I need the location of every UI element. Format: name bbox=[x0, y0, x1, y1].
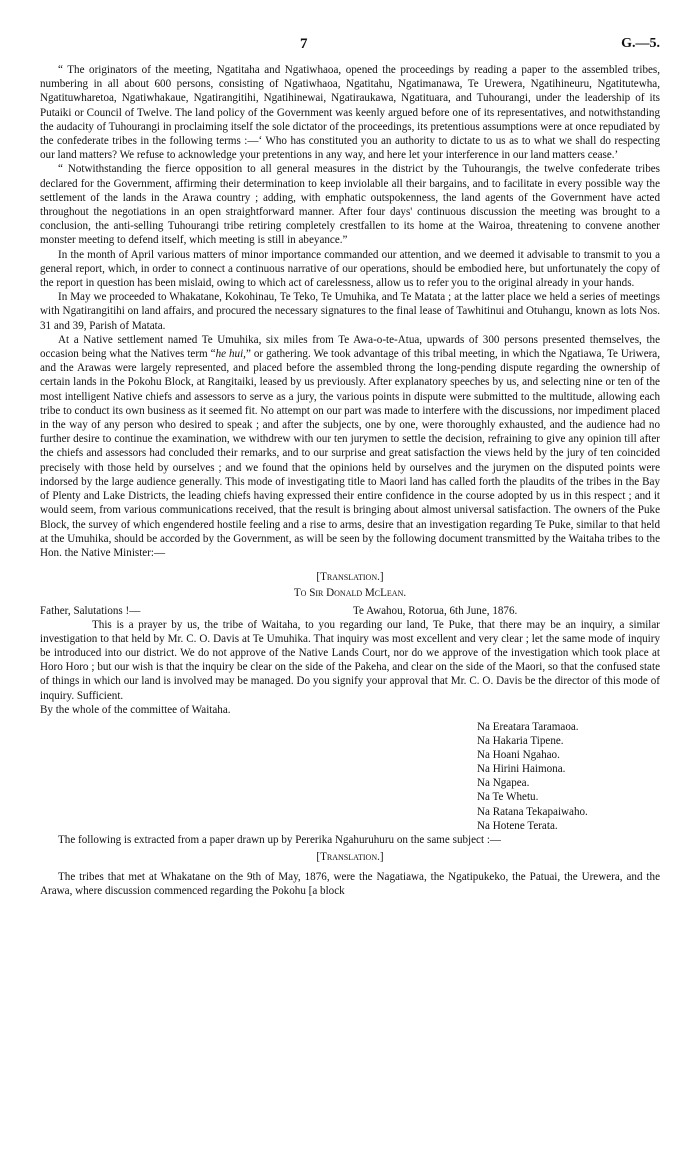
letter-place-date: Te Awahou, Rotorua, 6th June, 1876. bbox=[353, 604, 518, 617]
paragraph-umuhika bbox=[40, 333, 660, 560]
signatory: Na Ereatara Taramaoa. bbox=[477, 720, 579, 733]
extract-intro: The following is extracted from a paper drawn up by Pererika Ngahuruhuru on the same subject :— bbox=[58, 833, 501, 846]
letter-body: This is a prayer by us, the tribe of Waitaha, to you regarding our land, Te Puke, that there may be an inquiry, a similar investigation to that held by Mr. C. O. Davis at Te Umuhika. That inquiry was most excellent and very clear ; let the same mode of inquiry be introduced into our district. We do not approve of the Native Lands Court, nor do we approve of the investigation which took place at Horo Horo ; but our wish is that the inquiry be clear on the side of the Pakeha, and clear on the side of the Maori, so that the confused state of things in which our land is involved may be managed. Do you signify your approval that Mr. C. O. Davis be the director of this mode of inquiry. Sufficient. bbox=[40, 618, 660, 702]
paragraph-whakatane-tribes: The tribes that met at Whakatane on the 9th of May, 1876, were the Nagatiawa, the Ngatipukeko, the Patuai, the Urewera, and the Arawa, where discussion commenced regarding the Pokohu [a block bbox=[40, 871, 660, 898]
signatory: Na Ngapea. bbox=[477, 777, 530, 790]
document-body bbox=[40, 63, 660, 899]
signatory: Na Hirini Haimona. bbox=[477, 763, 566, 776]
document-reference: G.—5. bbox=[621, 36, 660, 51]
paragraph-originators: “ The originators of the meeting, Ngatitaha and Ngatiwhaoa, opened the proceedings by reading a paper to the assembled tribes, numbering in all about 600 persons, consisting of Ngatiwhaoa, Ngatitahu, Ngatimanawa, Te Urewera, Ngatihineuru, Ngatitutewha, Ngatituwharetoa, Ngatiwhakaue, Ngatirangitihi, Ngatihinewai, Ngatiraukawa, Ngatituara, and Tuhourangi, under the leadership of its Putaiki or Council of Twelve. The land policy of the Government was keenly argued before one of its representatives, and notwithstanding the audacity of Tuhourangi in proclaiming itself the sole dictator of the proceedings, its pretentious assumptions were at once repudiated by the confederate tribes in the following terms :—‘ Who has constituted you an authority to dictate to us as to what we shall do respecting our land matters? We refuse to acknowledge your pretentions in any way, and here let your interference in our land matters cease.’ bbox=[40, 64, 660, 162]
paragraph-april-report: In the month of April various matters of minor importance commanded our attention, and we deemed it advisable to transmit to you a general report, which, in order to connect a continuous narrative of our operations, should be embodied here, but unfortunately the copy of the report in question has been mislaid, owing to which act of carelessness, allow us to refer you to the original already in your hands. bbox=[40, 248, 660, 290]
committee-line: By the whole of the committee of Waitaha. bbox=[40, 703, 231, 716]
signatory-list bbox=[477, 720, 660, 833]
paragraph-may-meetings: In May we proceeded to Whakatane, Kokohinau, Te Teko, Te Umuhika, and Te Matata ; at the latter place we held a series of meetings with Ngatirangitihi on land affairs, and procured the necessary signatures to the final lease of Tawhitinui and Otuhangu, known as lots Nos. 31 and 39, Parish of Matata. bbox=[40, 291, 660, 332]
letter-addressee: To Sir Donald McLean. bbox=[293, 587, 407, 600]
salutation: Father, Salutations !— bbox=[40, 604, 141, 617]
page-number: 7 bbox=[300, 36, 308, 52]
signatory: Na Hakaria Tipene. bbox=[477, 735, 564, 748]
signatory: Na Hotene Terata. bbox=[477, 819, 558, 832]
signatory: Na Ratana Tekapaiwaho. bbox=[477, 805, 588, 818]
umuhika-text-end: ” or gathering. We took advantage of this tribal meeting, in which the Ngatiawa, Te Uriwera, and the Arawas were largely represented, and placed before the assembled throng the long-pending dispute regarding the ownership of certain lands in the Pokohu Block, at Rangitaiki, leased by us previously. After explanatory speeches by us, and selecting nine or ten of the most intelligent Native chiefs and assessors to serve as a jury, the various points in dispute were submitted to the multitude, allowing each tribe to conduct its own business as it seemed fit. No attempt on our part was made to interfere with the discussions, nor impediment placed in the way of any person who desired to speak ; and after the subjects, one by one, were thoroughly exhausted, and the audience had no further desire to continue the examination, we withdrew with our ten jurymen to settle the decision, refraining to give any opinion till after the chiefs and assessors had concluded their remarks, and to our surprise and great satisfaction the views held by the jury of ten coincided precisely with those held by ourselves ; and we found that the opinions held by ourselves and the jurymen on the disputed points were indorsed by the large audience generally. This mode of investigating title to Maori land has called forth the plaudits of the tribes in the Bay of Plenty and Lake Districts, the leading chiefs having expressed their entire confidence in the course adopted by us in this respect ; and it would seem, from various communications received, that the result is bringing about almost universal satisfaction. The owners of the Puke Block, the survey of which engendered hostile feeling and a rise to arms, desire that an investigation regarding Te Puke, similar to that held at the Umuhika, should be accorded by the Government, as will be seen by the following document transmitted by the Waitaha tribes to the Hon. the Native Minister:— bbox=[40, 348, 661, 559]
letter bbox=[40, 618, 660, 717]
translation-heading: [Translation.] bbox=[316, 571, 384, 584]
signatory: Na Te Whetu. bbox=[477, 791, 539, 804]
umuhika-text-start: At a Native settlement named Te Umuhika, six miles from Te Awa-o-te-Atua, upwards of 300 persons presented themselves, the occasion being what the Natives term “ bbox=[40, 333, 660, 361]
translation-heading-2: [Translation.] bbox=[316, 850, 384, 863]
he-hui-term: he hui, bbox=[215, 348, 246, 361]
signatory: Na Hoani Ngahao. bbox=[477, 749, 560, 762]
salutation-row bbox=[40, 604, 660, 618]
paragraph-confederate-tribes: “ Notwithstanding the fierce opposition to all general measures in the district by the Tuhourangis, the twelve confederate tribes declared for the Government, affirming their determination to keep inviolable all their bargains, and to facilitate in every possible way the settlement of the lands in the Arawa country ; adding, with emphatic outspokenness, the land agents of the Government have acted throughout the negotiations in an open straightforward manner. After four days' continuous discussion the meeting was brought to a conclusion, the anti-selling Tuhourangi tribe retiring completely crestfallen to its home at the Wairoa, threatening to convene another monster meeting to defend itself, which meeting is still in abeyance.” bbox=[40, 163, 660, 247]
